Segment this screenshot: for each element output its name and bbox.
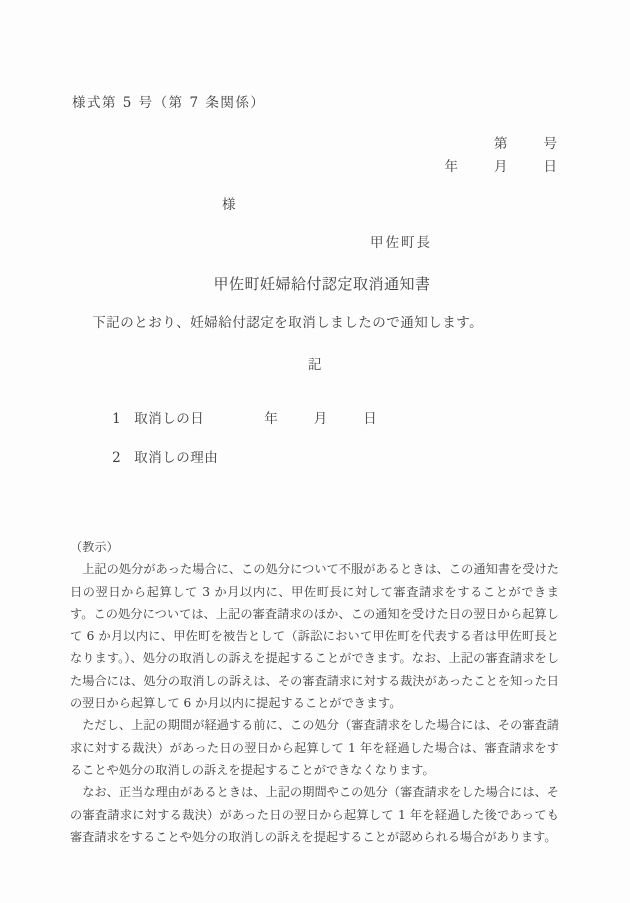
item-cancellation-date: [93, 397, 380, 442]
item-label: 取消しの日: [134, 410, 205, 427]
item-number: 1: [112, 410, 122, 427]
document-title: 甲佐町妊婦給付認定取消通知書: [213, 275, 431, 293]
instructions-paragraph-exception: なお、正当な理由があるときは、上記の期間やこの処分（審査請求をした場合には、その審査請求に対する裁決）があった日の翌日から起算して 1 年を経過した後であっても審査請求をすることや処分の取消しの訴えを提起することが認められる場合があります。: [70, 785, 559, 844]
sender-title: 甲佐町長: [370, 235, 432, 251]
date-line: 年 月 日: [444, 159, 560, 175]
item-date-blanks: 年 月 日: [264, 410, 380, 427]
notification-statement: 下記のとおり、妊婦給付認定を取消しましたので通知します。: [92, 315, 484, 331]
document-number-line: 第 号: [494, 136, 560, 152]
ki-marker: 記: [308, 357, 322, 373]
addressee-honorific: 様: [222, 197, 236, 213]
instructions-paragraph-deadline: ただし、上記の期間が経過する前に、この処分（審査請求をした場合には、その審査請求に対する裁決）があった日の翌日から起算して 1 年を経過した場合は、審査請求をすることや処分の取消しの訴えを提起することができなくなります。: [70, 718, 559, 777]
instructions-section: [70, 536, 559, 848]
item-cancellation-reason: [93, 436, 218, 481]
instructions-heading: （教示）: [70, 540, 119, 554]
form-number: 様式第 5 号（第 7 条関係）: [72, 95, 266, 111]
instructions-paragraph-appeal: 上記の処分があった場合に、この処分について不服があるときは、この通知書を受けた日の翌日から起算して 3 か月以内に、甲佐町長に対して審査請求をすることができます。この処分については、上記の審査請求のほか、この通知を受けた日の翌日から起算して 6 か月以内に、甲佐町を被告として（訴訟において甲佐町を代表する者は甲佐町長となります。）、処分の取消しの訴えを提起することができます。なお、上記の審査請求をした場合には、処分の取消しの訴えは、その審査請求に対する裁決があったことを知った日の翌日から起算して 6 か月以内に提起することができます。: [70, 562, 559, 711]
item-number: 2: [112, 449, 122, 466]
item-label: 取消しの理由: [134, 449, 219, 466]
